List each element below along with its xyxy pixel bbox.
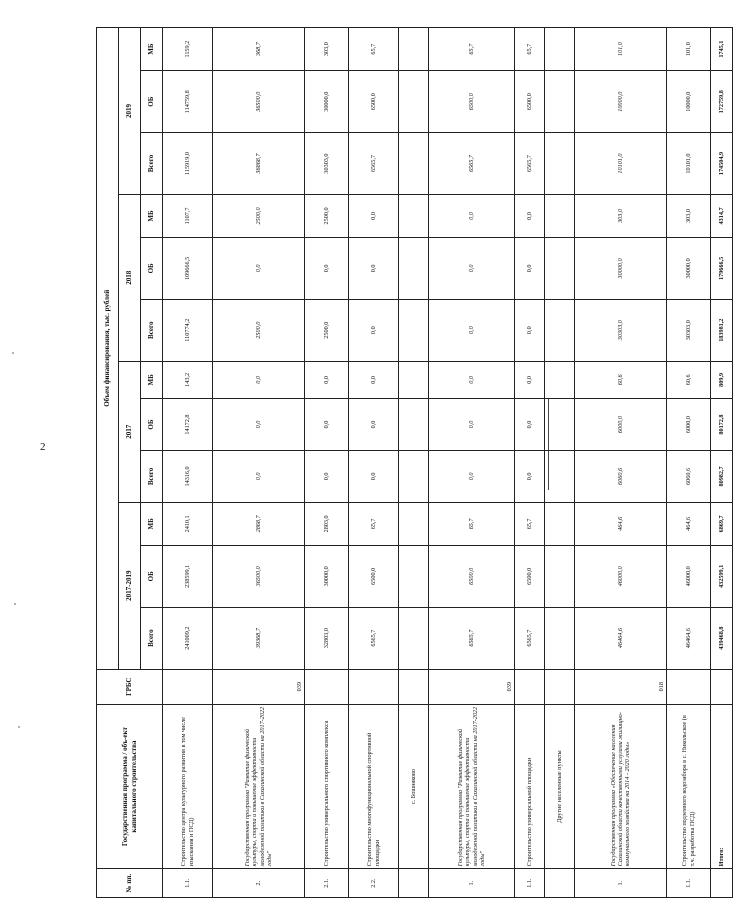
value-cell xyxy=(399,71,429,133)
value-cell: 0,0 xyxy=(213,361,305,399)
value-cell: 6565,7 xyxy=(349,607,399,669)
row-name: с. Бошняково xyxy=(399,704,429,868)
row-name: Строительство универсального спортивного комплекса xyxy=(305,704,349,868)
sub-header: Всего xyxy=(141,299,163,361)
row-grbs: 018 xyxy=(575,669,667,704)
table-row xyxy=(711,28,733,898)
value-cell: 6565,7 xyxy=(515,607,545,669)
value-cell: 65,7 xyxy=(349,28,399,71)
table-row xyxy=(163,28,213,898)
sub-header: ОБ xyxy=(141,545,163,607)
value-cell: 4314,7 xyxy=(711,194,733,237)
value-cell: 65,7 xyxy=(515,28,545,71)
scan-dot xyxy=(12,352,14,354)
row-name: Строительство центра культурного развития в том числе изыскания и ПСД) xyxy=(163,704,213,868)
value-cell: 303,0 xyxy=(305,28,349,71)
value-cell: 46464,6 xyxy=(667,607,711,669)
row-name: Строительство многофункциональной спортивной площадки xyxy=(349,704,399,868)
value-cell: 0,0 xyxy=(349,237,399,299)
row-grbs: 039 xyxy=(429,669,515,704)
value-cell: 0,0 xyxy=(515,237,545,299)
page-number: 2 xyxy=(40,441,46,453)
value-cell: 0,0 xyxy=(305,361,349,399)
table-row xyxy=(305,28,349,898)
value-cell: 114759,8 xyxy=(163,71,213,133)
value-cell: 30000,0 xyxy=(667,237,711,299)
row-grbs xyxy=(349,669,399,704)
value-cell xyxy=(545,71,575,133)
value-cell: 2803,0 xyxy=(305,502,349,545)
table-row xyxy=(515,28,545,898)
value-cell: 172759,8 xyxy=(711,71,733,133)
value-cell: 6565,7 xyxy=(349,133,399,195)
value-cell: 143,2 xyxy=(163,361,213,399)
value-cell: 1107,7 xyxy=(163,194,213,237)
table-row xyxy=(399,28,429,898)
value-cell: 179666,5 xyxy=(711,237,733,299)
value-cell: 1745,1 xyxy=(711,28,733,71)
value-cell xyxy=(399,399,429,451)
value-cell xyxy=(545,237,575,299)
value-cell xyxy=(399,133,429,195)
row-num: 1.1. xyxy=(515,869,545,898)
row-name: Итого: xyxy=(711,704,733,868)
row-name: Другие населенные пункты xyxy=(545,704,575,868)
row-num: 2.1. xyxy=(305,869,349,898)
value-cell: 30000,0 xyxy=(575,237,667,299)
value-cell xyxy=(399,237,429,299)
sub-header: МБ xyxy=(141,361,163,399)
value-cell: 0,0 xyxy=(515,299,545,361)
value-cell: 0,0 xyxy=(515,450,545,502)
value-cell: 1159,2 xyxy=(163,28,213,71)
value-cell: 0,0 xyxy=(305,237,349,299)
row-name: Государственная программа "Развитие физической культуры, спорта и повышение эффективности молодежной политики в Сахалинской области на 2017-2022 годы" xyxy=(213,704,305,868)
col-num: № пп. xyxy=(97,869,163,898)
scan-dot xyxy=(14,603,16,605)
value-cell: 6500,0 xyxy=(349,545,399,607)
value-cell: 30000,0 xyxy=(305,71,349,133)
value-cell: 30303,0 xyxy=(667,299,711,361)
funding-header: Объем финансирования, тыс. рублей xyxy=(97,28,119,670)
value-cell: 174504,9 xyxy=(711,133,733,195)
value-cell xyxy=(399,361,429,399)
row-num: 1.1. xyxy=(163,869,213,898)
value-cell: 101,0 xyxy=(575,28,667,71)
sub-header: Всего xyxy=(141,133,163,195)
value-cell: 0,0 xyxy=(349,361,399,399)
value-cell: 30000,0 xyxy=(305,545,349,607)
value-cell: 0,0 xyxy=(349,299,399,361)
row-grbs xyxy=(163,669,213,704)
value-cell: 46464,6 xyxy=(575,607,667,669)
value-cell: 10000,0 xyxy=(667,71,711,133)
row-name: Строительство универсальной площадки xyxy=(515,704,545,868)
value-cell: 65,7 xyxy=(515,502,545,545)
value-cell: 2500,0 xyxy=(305,299,349,361)
row-grbs xyxy=(545,669,575,704)
value-cell: 10101,0 xyxy=(667,133,711,195)
value-cell: 0,0 xyxy=(349,194,399,237)
period-header: 2018 xyxy=(119,194,141,361)
table-row xyxy=(575,28,667,898)
period-header: 2019 xyxy=(119,28,141,195)
value-cell: 0,0 xyxy=(429,399,515,451)
value-cell: 14172,8 xyxy=(163,399,213,451)
value-cell: 6000,0 xyxy=(575,399,667,451)
value-cell xyxy=(399,450,429,502)
value-cell: 39368,7 xyxy=(213,607,305,669)
value-cell: 36868,7 xyxy=(213,133,305,195)
value-cell xyxy=(399,502,429,545)
period-header: 2017-2019 xyxy=(119,502,141,669)
value-cell: 0,0 xyxy=(429,361,515,399)
value-cell: 80172,8 xyxy=(711,399,733,451)
value-cell: 439468,8 xyxy=(711,607,733,669)
value-cell: 65,7 xyxy=(349,502,399,545)
row-num: 2.2. xyxy=(349,869,399,898)
value-cell: 241009,2 xyxy=(163,607,213,669)
table-row xyxy=(429,28,515,898)
value-cell: 6869,7 xyxy=(711,502,733,545)
value-cell: 60,6 xyxy=(667,361,711,399)
value-cell: 0,0 xyxy=(349,450,399,502)
value-cell: 303,0 xyxy=(575,194,667,237)
value-cell xyxy=(545,194,575,237)
value-cell: 0,0 xyxy=(213,237,305,299)
value-cell: 6060,6 xyxy=(667,450,711,502)
col-grbs: ГРБС xyxy=(97,669,163,704)
value-cell: 0,0 xyxy=(429,194,515,237)
value-cell: 0,0 xyxy=(429,237,515,299)
table-row xyxy=(545,28,575,898)
table-row xyxy=(667,28,711,898)
value-cell: 0,0 xyxy=(429,299,515,361)
value-cell xyxy=(545,502,575,545)
rotated-table-wrapper xyxy=(96,27,725,898)
value-cell xyxy=(399,194,429,237)
value-cell: 10000,0 xyxy=(575,71,667,133)
sub-header: Всего xyxy=(141,450,163,502)
value-cell: 238599,1 xyxy=(163,545,213,607)
value-cell: 30303,0 xyxy=(575,299,667,361)
value-cell xyxy=(545,133,575,195)
value-cell xyxy=(399,607,429,669)
value-cell: 6060,6 xyxy=(575,450,667,502)
value-cell: 6565,7 xyxy=(429,133,515,195)
value-cell: 109666,5 xyxy=(163,237,213,299)
scan-dot xyxy=(18,726,20,728)
value-cell: 36500,0 xyxy=(213,545,305,607)
value-cell: 464,6 xyxy=(575,502,667,545)
sub-header: МБ xyxy=(141,502,163,545)
value-cell: 183981,2 xyxy=(711,299,733,361)
row-grbs: 039 xyxy=(213,669,305,704)
value-cell: 432599,1 xyxy=(711,545,733,607)
value-cell: 303,0 xyxy=(667,194,711,237)
row-num: 1. xyxy=(575,869,667,898)
value-cell xyxy=(545,607,575,669)
value-cell: 0,0 xyxy=(213,399,305,451)
row-grbs xyxy=(305,669,349,704)
value-cell: 65,7 xyxy=(429,28,515,71)
value-cell: 0,0 xyxy=(213,450,305,502)
sub-header: ОБ xyxy=(141,237,163,299)
value-cell: 6565,7 xyxy=(515,133,545,195)
sub-header: ОБ xyxy=(141,399,163,451)
value-cell: 0,0 xyxy=(429,450,515,502)
value-cell: 2868,7 xyxy=(213,502,305,545)
col-name: Государственная программа / объ-ект капитального строительства xyxy=(97,704,163,868)
value-cell: 6565,7 xyxy=(429,607,515,669)
sub-header: МБ xyxy=(141,194,163,237)
value-cell: 80982,7 xyxy=(711,450,733,502)
value-cell xyxy=(399,299,429,361)
value-cell: 36500,0 xyxy=(213,71,305,133)
period-header: 2017 xyxy=(119,361,141,502)
row-num: 1.1. xyxy=(667,869,711,898)
row-num xyxy=(711,869,733,898)
value-cell xyxy=(545,399,575,451)
value-cell: 110774,2 xyxy=(163,299,213,361)
value-cell: 2500,0 xyxy=(213,194,305,237)
value-cell: 65,7 xyxy=(429,502,515,545)
value-cell: 0,0 xyxy=(349,399,399,451)
value-cell: 2410,1 xyxy=(163,502,213,545)
value-cell: 464,6 xyxy=(667,502,711,545)
value-cell: 368,7 xyxy=(213,28,305,71)
value-cell: 0,0 xyxy=(305,450,349,502)
value-cell xyxy=(545,361,575,399)
value-cell: 60,6 xyxy=(575,361,667,399)
sub-header: ОБ xyxy=(141,71,163,133)
value-cell: 6500,0 xyxy=(429,545,515,607)
table-row xyxy=(349,28,399,898)
value-cell: 32803,0 xyxy=(305,607,349,669)
sub-header: Всего xyxy=(141,607,163,669)
value-cell: 10101,0 xyxy=(575,133,667,195)
value-cell: 101,0 xyxy=(667,28,711,71)
row-num: 2. xyxy=(213,869,305,898)
value-cell: 6000,0 xyxy=(667,399,711,451)
value-cell: 2500,0 xyxy=(305,194,349,237)
value-cell: 30303,0 xyxy=(305,133,349,195)
row-grbs xyxy=(515,669,545,704)
table-row xyxy=(213,28,305,898)
value-cell: 14316,0 xyxy=(163,450,213,502)
value-cell: 6500,0 xyxy=(515,545,545,607)
value-cell: 809,9 xyxy=(711,361,733,399)
value-cell: 0,0 xyxy=(515,194,545,237)
value-cell: 0,0 xyxy=(515,361,545,399)
sub-header: МБ xyxy=(141,28,163,71)
value-cell xyxy=(545,299,575,361)
row-num xyxy=(399,869,429,898)
row-grbs xyxy=(399,669,429,704)
value-cell xyxy=(545,28,575,71)
value-cell: 46000,0 xyxy=(667,545,711,607)
row-name: Строительство подземного водозабора в с. Никольское (в т.ч. разработка ПСД) xyxy=(667,704,711,868)
value-cell xyxy=(545,450,575,502)
row-grbs xyxy=(711,669,733,704)
value-cell: 6500,0 xyxy=(515,71,545,133)
value-cell: 46000,0 xyxy=(575,545,667,607)
value-cell xyxy=(399,545,429,607)
row-num: 1. xyxy=(429,869,515,898)
value-cell: 0,0 xyxy=(515,399,545,451)
value-cell: 0,0 xyxy=(305,399,349,451)
value-cell xyxy=(545,545,575,607)
funding-table xyxy=(96,27,733,898)
row-name: Государственная программа "Развитие физической культуры, спорта и повышение эффективности молодежной политики в Сахалинской области на 2017-2022 годы" xyxy=(429,704,515,868)
row-grbs xyxy=(667,669,711,704)
value-cell xyxy=(399,28,429,71)
value-cell: 6500,0 xyxy=(349,71,399,133)
row-num xyxy=(545,869,575,898)
row-name: Государственная программа «Обеспечение населения Сахалинской области качественными услугами жилищно-коммунального хозяйства на 2014 - 2020 годы» xyxy=(575,704,667,868)
value-cell: 6500,0 xyxy=(429,71,515,133)
value-cell: 115919,0 xyxy=(163,133,213,195)
value-cell: 2500,0 xyxy=(213,299,305,361)
